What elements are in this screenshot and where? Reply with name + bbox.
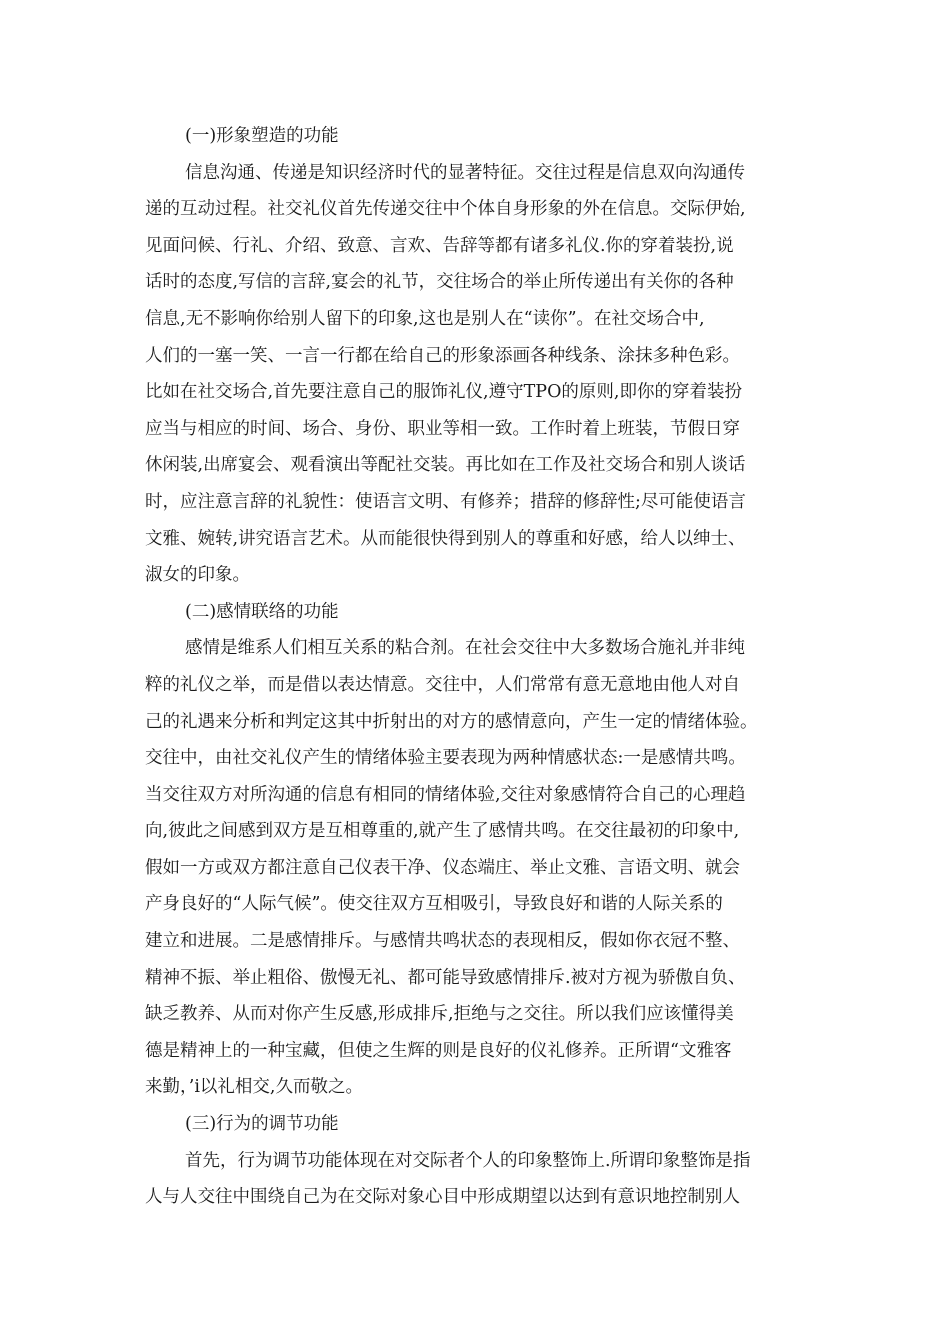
paragraph-line: 粹的礼仪之举，而是借以表达情意。交往中，人们常常有意无意地由他人对自 [145,674,740,695]
paragraph-line: 话时的态度,写信的言辞,宴会的礼节，交往场合的举止所传递出有关你的各种 [145,272,734,293]
paragraph-line: 来勤，’i以礼相交,久而敬之。 [145,1077,363,1098]
paragraph-line: 人们的一塞一笑、一言一行都在给自己的形象添画各种线条、涂抹多种色彩。 [145,345,740,366]
section-heading: (一)形象塑造的功能 [185,126,339,146]
paragraph-line: 产身良好的“人际气候”。使交往双方互相吸引，导致良好和谐的人际关系的 [145,894,723,915]
paragraph-line: 精神不振、举止粗俗、傲慢无礼、都可能导致感情排斥.被对方视为骄傲自负、 [145,967,746,988]
paragraph-line: 淑女的印象。 [145,565,250,586]
paragraph-line: 应当与相应的时间、场合、身份、职业等相一致。工作时着上班装，节假日穿 [145,418,740,439]
paragraph-line: 假如一方或双方都注意自己仪表干净、仪态端庄、举止文雅、言语文明、就会 [145,857,740,878]
paragraph-line: 当交往双方对所沟通的信息有相同的情绪体验,交往对象感情符合自己的心理趋 [145,784,746,805]
paragraph-line: 己的礼遇来分析和判定这其中折射出的对方的感情意向，产生一定的情绪体验。 [145,711,758,732]
paragraph-line: 首先，行为调节功能体现在对交际者个人的印象整饰上.所谓印象整饰是指 [185,1150,751,1171]
paragraph-line: 休闲装,出席宴会、观看演出等配社交装。再比如在工作及社交场合和别人谈话 [145,455,746,476]
paragraph-line: 建立和进展。二是感情排斥。与感情共鸣状态的表现相反，假如你衣冠不整、 [145,931,740,952]
paragraph-line: 信息沟通、传递是知识经济时代的显著特征。交往过程是信息双向沟通传 [185,162,745,183]
section-heading: (二)感情联络的功能 [185,601,339,622]
paragraph-line: 时，应注意言辞的礼貌性：使语言文明、有修养；措辞的修辞性;尽可能使语言 [145,491,746,512]
paragraph-line: 交往中，由社交礼仪产生的情绪体验主要表现为两种情感状态:一是感情共鸣。 [145,748,746,769]
paragraph-line: 信息,无不影响你给别人留下的印象,这也是别人在“读你”。在社交场合中, [145,308,705,329]
paragraph-line: 文雅、婉转,讲究语言艺术。从而能很快得到别人的尊重和好感，给人以绅士、 [145,528,746,549]
paragraph-line: 递的互动过程。社交礼仪首先传递交往中个体自身形象的外在信息。交际伊始, [145,199,746,220]
paragraph-line: 见面问候、行礼、介绍、致意、言欢、告辞等都有诸多礼仪.你的穿着装扮,说 [145,235,734,256]
section-heading: (三)行为的调节功能 [185,1114,339,1135]
paragraph-line: 感情是维系人们相互关系的粘合剂。在社会交往中大多数场合施礼并非纯 [185,638,745,659]
document-page [145,118,805,1216]
paragraph-line: 缺乏教养、从而对你产生反感,形成排斥,拒绝与之交往。所以我们应该懂得美 [145,1004,734,1025]
paragraph-line: 向,彼此之间感到双方是互相尊重的,就产生了感情共鸣。在交往最初的印象中, [145,821,740,842]
paragraph-line: 德是精神上的一种宝藏，但使之生辉的则是良好的仪礼修养。正所谓“文雅客 [145,1040,732,1061]
paragraph-line: 比如在社交场合,首先要注意自己的服饰礼仪,遵守TPO的原则,即你的穿着装扮 [145,382,742,403]
paragraph-line: 人与人交往中围绕自己为在交际对象心目中形成期望以达到有意识地控制别人 [145,1187,740,1208]
